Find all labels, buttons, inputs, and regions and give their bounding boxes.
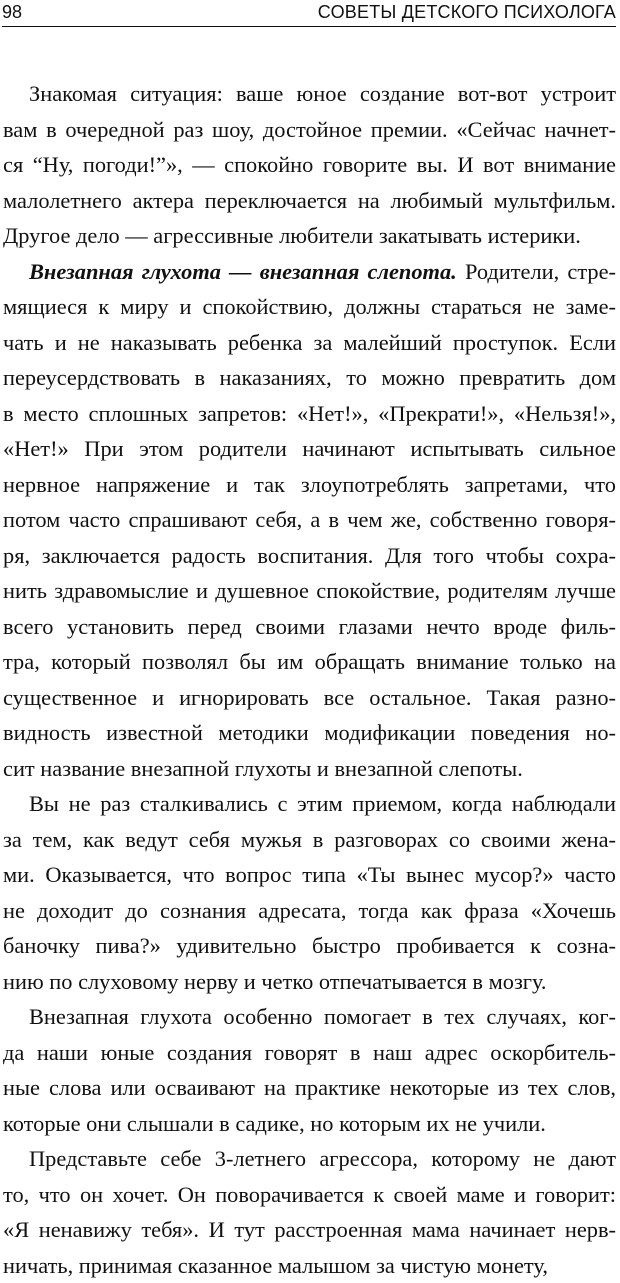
line-text: «Я ненавижу тебя». И тут расстроенная мама начинает нерв- bbox=[3, 1217, 616, 1242]
line-text: мящиеся к миру и спокойствию, должны стараться не заме- bbox=[3, 294, 616, 319]
paragraph bbox=[3, 254, 616, 787]
running-title: СОВЕТЫ ДЕТСКОГО ПСИХОЛОГА bbox=[318, 0, 616, 24]
line-text: Родители, стре- bbox=[457, 259, 616, 284]
text-line bbox=[3, 1070, 616, 1106]
line-text: чать и не наказывать ребенка за малейший проступок. Если bbox=[3, 330, 616, 355]
line-text: ми. Оказывается, что вопрос типа «Ты вынес мусор?» часто bbox=[3, 862, 616, 887]
text-line bbox=[3, 751, 616, 787]
text-line bbox=[3, 502, 616, 538]
text-line bbox=[3, 112, 616, 148]
text-line bbox=[3, 254, 616, 290]
text-line bbox=[3, 964, 616, 1000]
line-text: да наши юные создания говорят в наш адрес оскорбитель- bbox=[3, 1040, 616, 1065]
paragraph bbox=[3, 786, 616, 999]
line-text: ничать, принимая сказанное малышом за чистую монету, bbox=[3, 1253, 548, 1278]
text-line bbox=[3, 928, 616, 964]
text-line bbox=[3, 218, 616, 254]
line-text: то, что он хочет. Он поворачивается к своей маме и говорит: bbox=[3, 1182, 616, 1207]
line-text: которые они слышали в садике, но которым их не учили. bbox=[3, 1111, 546, 1136]
line-text: ря, заключается радость воспитания. Для того чтобы сохра- bbox=[3, 543, 616, 568]
line-text: нить здравомыслие и душевное спокойствие, родителям лучше bbox=[3, 578, 616, 603]
body-text bbox=[3, 76, 616, 1283]
text-line bbox=[3, 609, 616, 645]
text-line bbox=[3, 1141, 616, 1177]
text-line bbox=[3, 893, 616, 929]
line-text: ся “Ну, погоди!”», — спокойно говорите вы. И вот внимание bbox=[3, 152, 616, 177]
line-text: малолетнего актера переключается на любимый мультфильм. bbox=[3, 188, 616, 213]
line-text: Внезапная глухота особенно помогает в тех случаях, ког- bbox=[29, 1004, 616, 1029]
emphasis-heading: Внезапная глухота — внезапная слепота. bbox=[29, 259, 457, 284]
text-line bbox=[3, 999, 616, 1035]
line-text: переусердствовать в наказаниях, то можно превратить дом bbox=[3, 365, 616, 390]
page-number: 98 bbox=[2, 0, 22, 24]
text-line bbox=[3, 467, 616, 503]
text-line bbox=[3, 1248, 616, 1283]
line-text: Представьте себе 3-летнего агрессора, которому не дают bbox=[29, 1146, 616, 1171]
line-text: видность известной методики модификации поведения но- bbox=[3, 720, 616, 745]
text-line bbox=[3, 1212, 616, 1248]
text-line bbox=[3, 396, 616, 432]
text-line bbox=[3, 76, 616, 112]
text-line bbox=[3, 183, 616, 219]
line-text: сит название внезапной глухоты и внезапной слепоты. bbox=[3, 756, 523, 781]
line-text: «Нет!» При этом родители начинают испытывать сильное bbox=[3, 436, 616, 461]
line-text: баночку пива?» удивительно быстро пробивается к созна- bbox=[3, 933, 616, 958]
text-line bbox=[3, 680, 616, 716]
text-line bbox=[3, 644, 616, 680]
text-line bbox=[3, 715, 616, 751]
line-text: не доходит до сознания адресата, тогда как фраза «Хочешь bbox=[3, 898, 616, 923]
line-text: в место сплошных запретов: «Нет!», «Прекрати!», «Нельзя!», bbox=[3, 401, 616, 426]
paragraph bbox=[3, 76, 616, 254]
text-line bbox=[3, 786, 616, 822]
text-line bbox=[3, 538, 616, 574]
line-text: вам в очередной раз шоу, достойное премии. «Сейчас начнет- bbox=[3, 117, 616, 142]
text-line bbox=[3, 857, 616, 893]
text-line bbox=[3, 1106, 616, 1142]
line-text: существенное и игнорировать все остальное. Такая разно- bbox=[3, 685, 616, 710]
text-line bbox=[3, 1035, 616, 1071]
paragraph bbox=[3, 999, 616, 1141]
line-text: за тем, как ведут себя мужья в разговорах со своими жена- bbox=[3, 827, 616, 852]
line-text: ные слова или осваивают на практике некоторые из тех слов, bbox=[3, 1075, 616, 1100]
line-text: потом часто спрашивают себя, а в чем же, собственно говоря- bbox=[3, 507, 616, 532]
line-text: Другое дело — агрессивные любители закатывать истерики. bbox=[3, 223, 581, 248]
line-text: всего установить перед своими глазами нечто вроде филь- bbox=[3, 614, 616, 639]
line-text: тра, который позволял бы им обращать внимание только на bbox=[3, 649, 616, 674]
line-text: Вы не раз сталкивались с этим приемом, когда наблюдали bbox=[29, 791, 616, 816]
line-text: Знакомая ситуация: ваше юное создание вот-вот устроит bbox=[29, 81, 616, 106]
text-line bbox=[3, 147, 616, 183]
text-line bbox=[3, 431, 616, 467]
text-line bbox=[3, 289, 616, 325]
text-line bbox=[3, 360, 616, 396]
text-line bbox=[3, 822, 616, 858]
line-text: нервное напряжение и так злоупотреблять запретами, что bbox=[3, 472, 616, 497]
line-text: нию по слуховому нерву и четко отпечатывается в мозгу. bbox=[3, 969, 547, 994]
text-line bbox=[3, 1177, 616, 1213]
text-line bbox=[3, 325, 616, 361]
page-header bbox=[2, 0, 616, 27]
paragraph bbox=[3, 1141, 616, 1283]
text-line bbox=[3, 573, 616, 609]
